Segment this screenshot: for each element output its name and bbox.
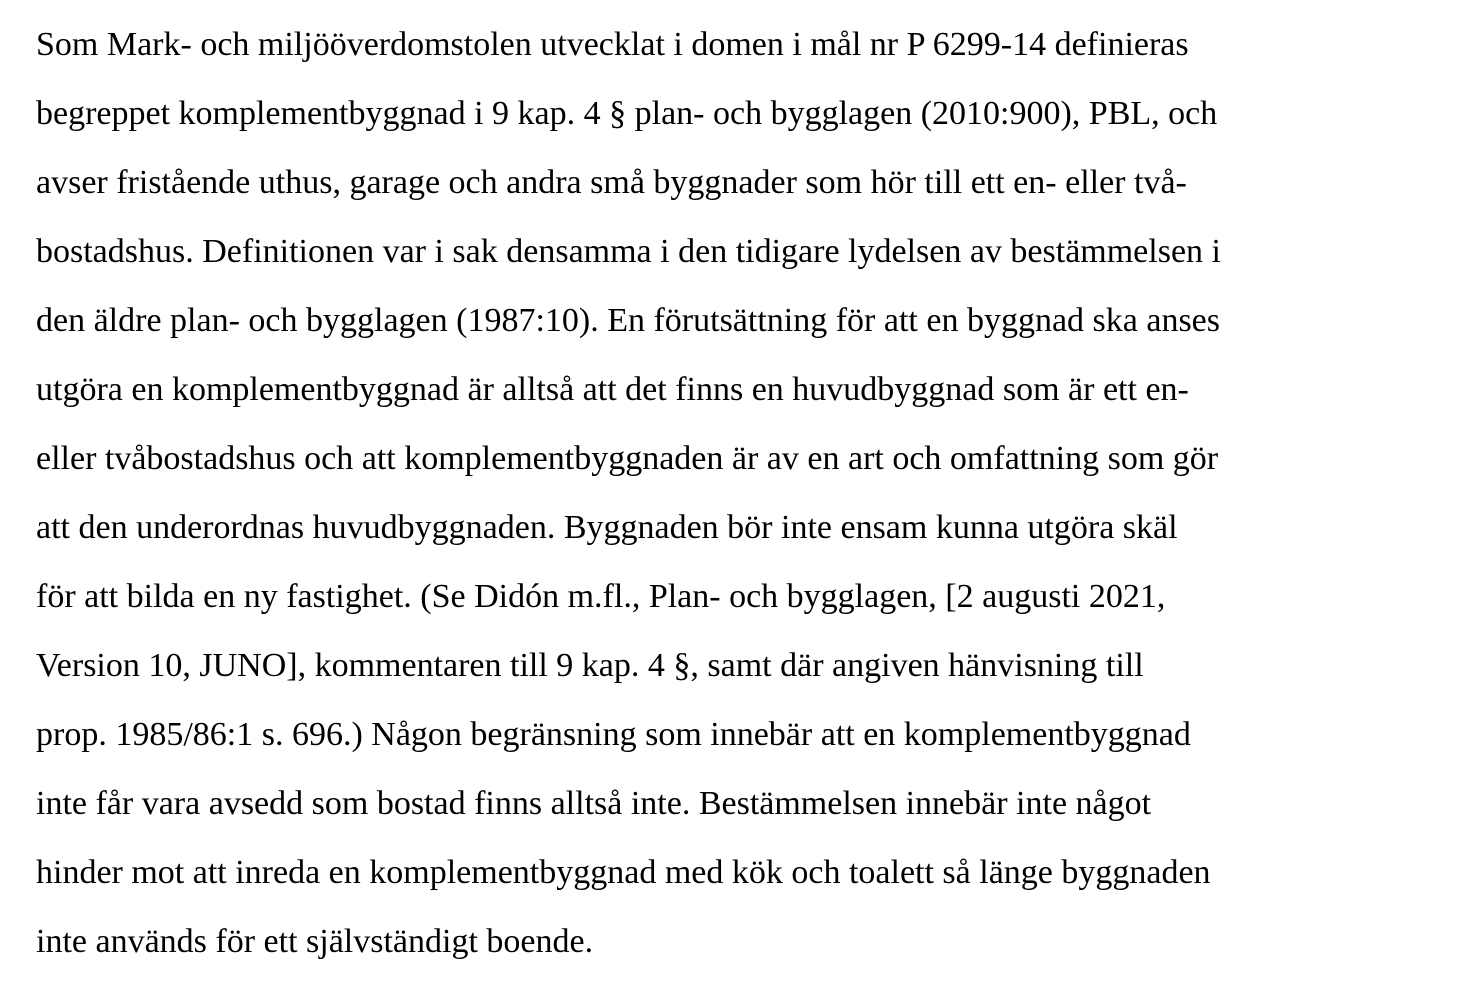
paragraph-line: eller tvåbostadshus och att komplementbyggnaden är av en art och omfattning som gör [36, 440, 1219, 477]
paragraph-line: inte används för ett självständigt boende. [36, 923, 594, 960]
paragraph-line: hinder mot att inreda en komplementbyggnad med kök och toalett så länge byggnaden [36, 854, 1211, 891]
paragraph-line: bostadshus. Definitionen var i sak densamma i den tidigare lydelsen av bestämmelsen i [36, 233, 1221, 270]
paragraph-line: att den underordnas huvudbyggnaden. Byggnaden bör inte ensam kunna utgöra skäl [36, 509, 1178, 546]
paragraph-line: inte får vara avsedd som bostad finns alltså inte. Bestämmelsen innebär inte något [36, 785, 1152, 822]
body-paragraph [36, 10, 1436, 976]
paragraph-line: begreppet komplementbyggnad i 9 kap. 4 § plan- och bygglagen (2010:900), PBL, och [36, 95, 1218, 132]
paragraph-line: Version 10, JUNO], kommentaren till 9 kap. 4 §, samt där angiven hänvisning till [36, 647, 1144, 684]
paragraph-line: för att bilda en ny fastighet. (Se Didón m.fl., Plan- och bygglagen, [2 augusti 2021, [36, 578, 1166, 615]
paragraph-line: avser fristående uthus, garage och andra små byggnader som hör till ett en- eller två- [36, 164, 1187, 201]
paragraph-line: utgöra en komplementbyggnad är alltså att det finns en huvudbyggnad som är ett en- [36, 371, 1189, 408]
paragraph-line: den äldre plan- och bygglagen (1987:10). En förutsättning för att en byggnad ska anses [36, 302, 1221, 339]
paragraph-line: Som Mark- och miljööverdomstolen utvecklat i domen i mål nr P 6299-14 definieras [36, 26, 1189, 63]
paragraph-line: prop. 1985/86:1 s. 696.) Någon begränsning som innebär att en komplementbyggnad [36, 716, 1191, 753]
